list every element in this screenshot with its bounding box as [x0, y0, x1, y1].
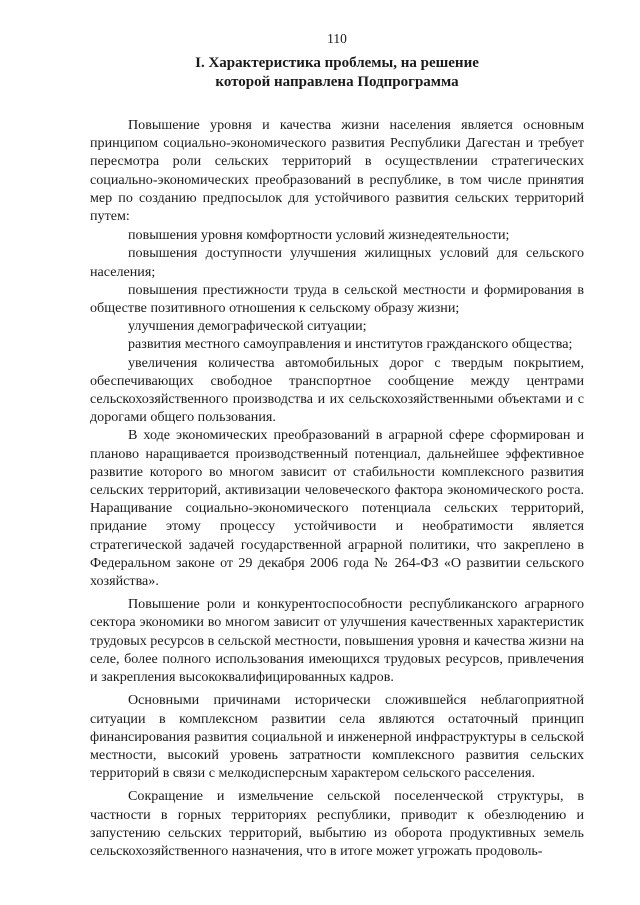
list-item-roads: увеличения количества автомобильных дорог с твердым покрытием, обеспечивающих свободное транспортное сообщение между центрами сельскохозяйственного производства и их сельскохозяйственными объектами и с дорогами общего пользования. [90, 354, 584, 426]
section-body [90, 116, 584, 860]
section-heading [90, 54, 584, 92]
paragraph-economic-transformations: В ходе экономических преобразований в аграрной сфере сформирован и планово наращивается производственный потенциал, дальнейшее эффективное развитие которого во многом зависит от стабильности комплексного развития сельских территорий, активизации человеческого фактора экономического роста. Наращивание социально-экономического потенциала сельских территорий, придание этому процессу устойчивости и необратимости является стратегической задачей государственной аграрной политики, что закреплено в Федеральном законе от 29 декабря 2006 года № 264-ФЗ «О развитии сельского хозяйства». [90, 427, 584, 590]
list-item-self-government: развития местного самоуправления и институтов гражданского общества; [128, 336, 573, 353]
section-heading-line-1: I. Характеристика проблемы, на решение [195, 55, 479, 71]
paragraph-main-causes: Основными причинами исторически сложившейся неблагоприятной ситуации в комплексном развитии села являются остаточный принцип финансирования развития социальной и инженерной инфраструктуры в сельской местности, высокий уровень затратности комплексного развития сельских территорий в связи с мелкодисперсным характером сельского расселения. [90, 692, 584, 782]
paragraph-settlement-structure: Сокращение и измельчение сельской поселенческой структуры, в частности в горных территориях республики, приводит к обезлюдению и запустению сельских территорий, выбытию из оборота продуктивных земель сельскохозяйственного назначения, что в итоге может угрожать продоволь- [90, 788, 584, 859]
list-item-demography: улучшения демографической ситуации; [128, 318, 367, 335]
section-heading-line-2: которой направлена Подпрограмма [215, 74, 459, 90]
list-item-housing: повышения доступности улучшения жилищных условий для сельского населения; [90, 245, 584, 280]
page-number: 110 [327, 31, 347, 46]
paragraph-competitiveness: Повышение роли и конкурентоспособности республиканского аграрного сектора экономики во многом зависит от улучшения качественных характеристик трудовых ресурсов в сельской местности, повышения уровня и качества жизни на селе, более полного использования имеющихся трудовых ресурсов, привлечения и закрепления высококвалифицированных кадров. [90, 596, 584, 686]
list-item-comfort: повышения уровня комфортности условий жизнедеятельности; [128, 227, 510, 244]
intro-paragraph: Повышение уровня и качества жизни населения является основным принципом социально-экономического развития Республики Дагестан и требует пересмотра роли сельских территорий в осуществлении стратегических социально-экономических преобразований в республике, в том числе принятия мер по созданию предпосылок для устойчивого развития сельских территорий путем: [90, 117, 584, 225]
list-item-labor-prestige: повышения престижности труда в сельской местности и формирования в обществе позитивного отношения к сельскому образу жизни; [90, 281, 584, 317]
